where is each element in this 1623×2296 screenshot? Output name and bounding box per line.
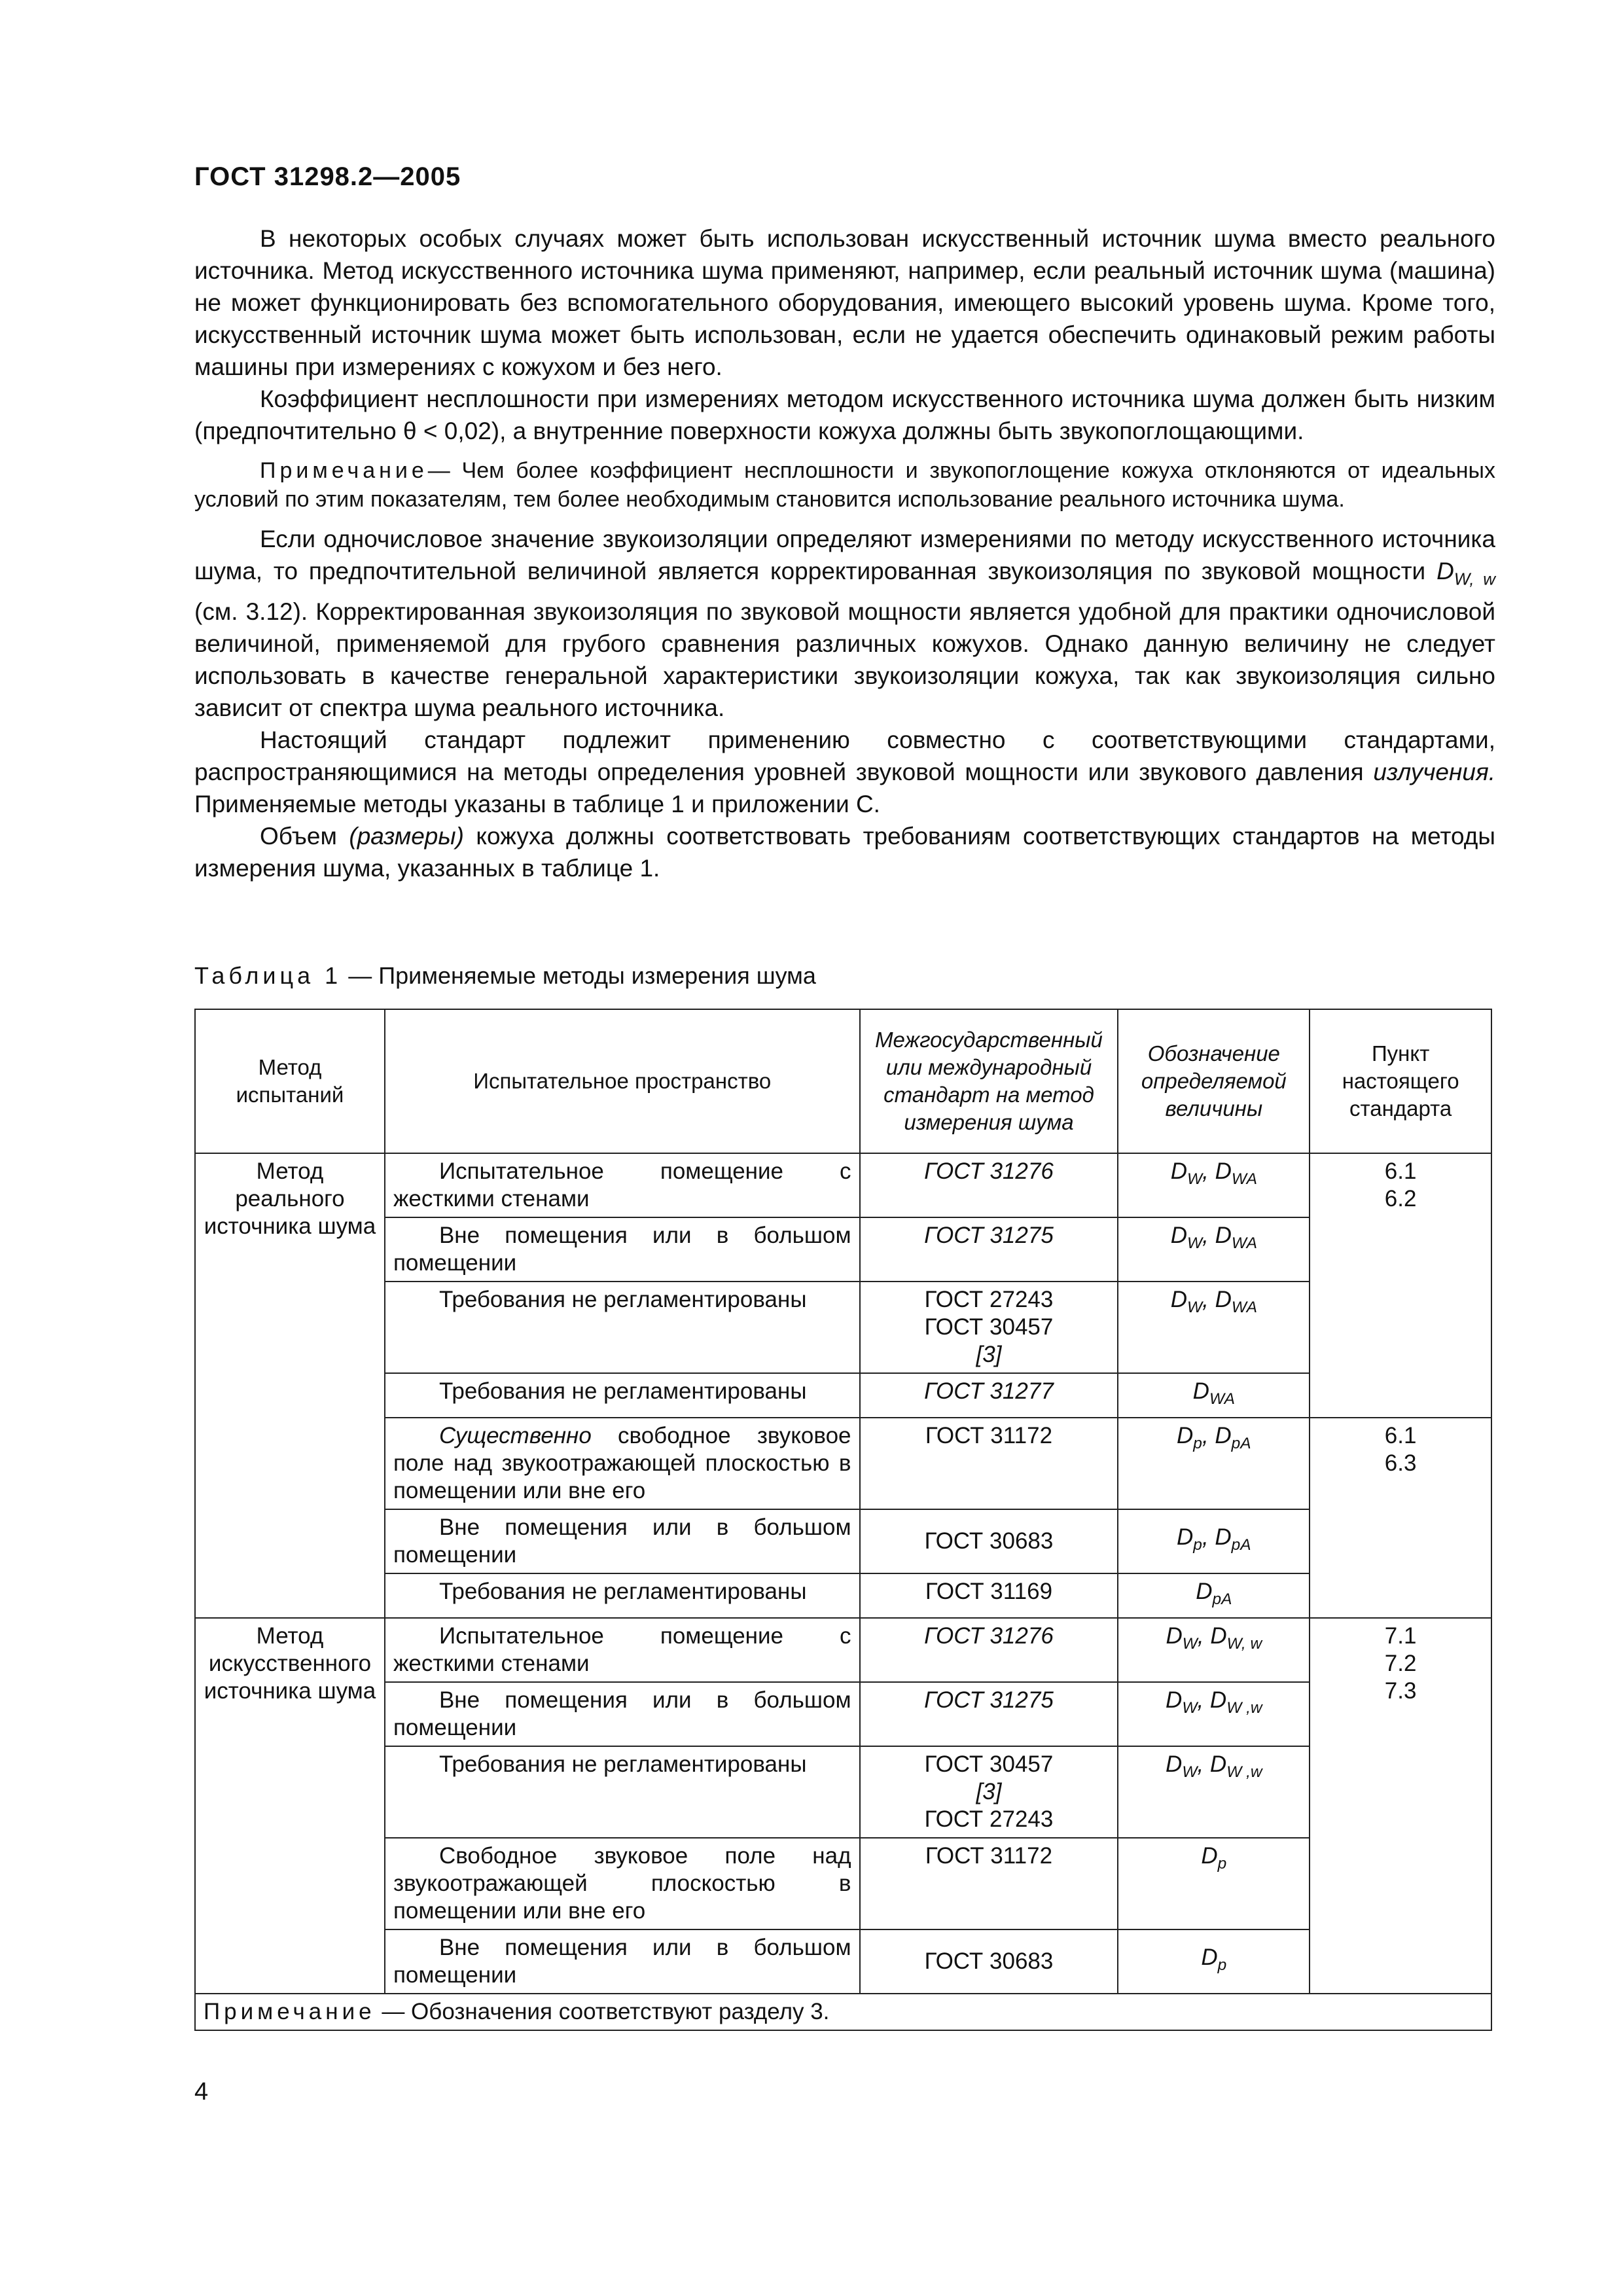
qty-sub: W ,w — [1226, 1763, 1262, 1781]
standard-cell: ГОСТ 30683 — [860, 1929, 1118, 1994]
table-row — [195, 1282, 1491, 1373]
quantity-cell: $D_W$, $D_{W ,w}$ — [1118, 1746, 1310, 1838]
paragraph-volume-italic: (размеры) — [349, 823, 464, 850]
qty-symbol: D — [1192, 1378, 1209, 1404]
clause-item: 6.1 — [1384, 1158, 1417, 1184]
standard-cell: ГОСТ 31172 — [860, 1418, 1118, 1509]
qty-symbol: D — [1215, 1287, 1232, 1312]
standard-cell: ГОСТ 30683 — [860, 1509, 1118, 1573]
quantity-cell: $D_p$, $D_{pA}$ — [1118, 1418, 1310, 1509]
table-row — [195, 1838, 1491, 1929]
space-cell: Вне помещения или в большом помещении — [385, 1509, 860, 1573]
qty-sub: W, w — [1226, 1635, 1262, 1653]
standard-line: [3] — [976, 1342, 1002, 1367]
symbol-subscript: W, w — [1454, 570, 1495, 589]
space-text: свободное звуковое поле над звукоотражающей плоскостью в помещении или вне его — [393, 1423, 851, 1503]
qty-symbol: D — [1215, 1423, 1232, 1448]
space-cell: Свободное звуковое поле над звукоотражающей плоскостью в помещении или вне его — [385, 1838, 860, 1929]
qty-symbol: D — [1215, 1158, 1232, 1184]
clause-item: 7.2 — [1384, 1651, 1417, 1676]
qty-sub: W — [1182, 1635, 1198, 1653]
qty-symbol: D — [1215, 1223, 1232, 1248]
table-note — [195, 1994, 1491, 2030]
quantity-cell: $D_W$, $D_{WA}$ — [1118, 1153, 1310, 1217]
clause-item: 6.1 — [1384, 1423, 1417, 1448]
clause-cell — [1310, 1618, 1491, 1994]
space-cell — [385, 1418, 860, 1509]
standard-cell: ГОСТ 31276 — [860, 1153, 1118, 1217]
note-label: Примечание — [260, 458, 428, 483]
qty-sub: pA — [1231, 1435, 1251, 1452]
clause-item: 6.3 — [1384, 1450, 1417, 1476]
space-cell: Требования не регламентированы — [385, 1282, 860, 1373]
paragraph-standard-b: Применяемые методы указаны в таблице 1 и приложении С. — [194, 791, 880, 818]
qty-symbol: D — [1170, 1223, 1188, 1248]
header-standard: Межгосударственный или международный стандарт на метод измерения шума — [860, 1009, 1118, 1153]
paragraph-volume — [194, 820, 1495, 884]
paragraph-insulation-a: Если одночисловое значение звукоизоляции определяют измерениями по методу искусственного источника шума, то предпочтительной величиной является корректированная звукоизоляция по звуковой мощности — [194, 526, 1495, 584]
qty-symbol: D — [1177, 1524, 1194, 1550]
header-quantity: Обозначение определяемой величины — [1118, 1009, 1310, 1153]
qty-symbol: D — [1201, 1843, 1218, 1869]
qty-symbol: D — [1177, 1423, 1194, 1448]
table-note-text: — Обозначения соответствуют разделу 3. — [375, 1999, 830, 2024]
standard-cell — [860, 1282, 1118, 1373]
space-cell: Требования не регламентированы — [385, 1373, 860, 1418]
table-note-row — [195, 1994, 1491, 2030]
qty-sub: W — [1182, 1699, 1198, 1717]
standard-cell: ГОСТ 31277 — [860, 1373, 1118, 1418]
space-cell: Требования не регламентированы — [385, 1573, 860, 1618]
paragraph-standard-a: Настоящий стандарт подлежит применению совместно с соответствующими стандартами, распространяющимися на методы определения уровней звуковой мощности или звукового давления — [194, 726, 1495, 786]
qty-symbol: D — [1196, 1579, 1213, 1604]
method-cell: Метод искусственного источника шума — [195, 1618, 385, 1994]
methods-table — [194, 1009, 1492, 2031]
quantity-cell: $D_p$, $D_{pA}$ — [1118, 1509, 1310, 1573]
qty-sub: p — [1217, 1855, 1227, 1873]
table-row — [195, 1418, 1491, 1509]
paragraph-insulation-b: (см. 3.12). Корректированная звукоизоляция по звуковой мощности является удобной для практики одночисловой величиной, применяемой для грубого сравнения различных кожухов. Однако данную величину не следует использовать в качестве генеральной характеристики звукоизоляции кожуха, так как звукоизоляция сильно зависит от спектра шума реального источника. — [194, 598, 1495, 722]
clause-item: 7.3 — [1384, 1678, 1417, 1704]
space-cell: Требования не регламентированы — [385, 1746, 860, 1838]
table-row — [195, 1746, 1491, 1838]
qty-sub: W — [1182, 1763, 1198, 1781]
header-space: Испытательное пространство — [385, 1009, 860, 1153]
space-cell: Испытательное помещение с жесткими стенами — [385, 1153, 860, 1217]
qty-symbol: D — [1210, 1623, 1227, 1649]
paragraph-text: В некоторых особых случаях может быть использован искусственный источник шума вместо реального источника. Метод искусственного источника шума применяют, например, если реальный источник шума (машина) не может функционировать без вспомогательного оборудования, имеющего высокий уровень шума. Кроме того, искусственный источник шума может быть использован, если не удается обеспечить одинаковый режим работы машины при измерениях с кожухом и без него. — [194, 225, 1495, 380]
qty-symbol: D — [1209, 1687, 1227, 1713]
standard-line: [3] — [976, 1779, 1002, 1804]
qty-symbol: D — [1201, 1945, 1218, 1970]
qty-sub: WA — [1209, 1390, 1235, 1408]
qty-sub: W — [1187, 1299, 1203, 1316]
qty-sub: WA — [1231, 1170, 1257, 1188]
table-row — [195, 1153, 1491, 1217]
header-method: Метод испытаний — [195, 1009, 385, 1153]
note-text: — Чем более коэффициент несплошности и звукопоглощение кожуха отклоняются от идеальных условий по этим показателям, тем более необходимым становится использование реального источника шума. — [194, 458, 1495, 512]
quantity-cell — [1118, 1929, 1310, 1994]
qty-sub: WA — [1231, 1299, 1257, 1316]
header-clause-text: Пункт настоящего стандарта — [1342, 1041, 1459, 1121]
paragraph-insulation — [194, 523, 1495, 724]
table-caption-label: Таблица 1 — [194, 962, 342, 989]
table-row — [195, 1682, 1491, 1746]
quantity-cell: $D_W$, $D_{W ,w}$ — [1118, 1682, 1310, 1746]
table-row — [195, 1618, 1491, 1682]
quantity-cell: $D_W$, $D_{W, w}$ — [1118, 1618, 1310, 1682]
header-clause — [1310, 1009, 1491, 1153]
qty-sub: W — [1187, 1234, 1203, 1252]
qty-sub: WA — [1231, 1234, 1257, 1252]
standard-line: ГОСТ 27243 — [924, 1806, 1054, 1832]
standard-cell: ГОСТ 31169 — [860, 1573, 1118, 1618]
standard-cell: ГОСТ 31172 — [860, 1838, 1118, 1929]
paragraph-coefficient: Коэффициент несплошности при измерениях методом искусственного источника шума должен быть низким (предпочтительно θ < 0,02), а внутренние поверхности кожуха должны быть звукопоглощающими. — [194, 386, 1495, 444]
paragraph-volume-a: Объем — [260, 823, 349, 850]
table-row — [195, 1373, 1491, 1418]
standard-cell: ГОСТ 31275 — [860, 1217, 1118, 1282]
space-italic: Существенно — [438, 1423, 592, 1448]
qty-symbol: D — [1215, 1524, 1232, 1550]
qty-sub: p — [1217, 1956, 1227, 1974]
qty-symbol: D — [1166, 1623, 1183, 1649]
qty-symbol: D — [1170, 1287, 1188, 1312]
quantity-cell — [1118, 1838, 1310, 1929]
document-header: ГОСТ 31298.2—2005 — [194, 162, 461, 191]
table-row — [195, 1217, 1491, 1282]
quantity-cell: $D_W$, $D_{WA}$ — [1118, 1217, 1310, 1282]
qty-sub: W — [1187, 1170, 1203, 1188]
clause-item: 7.1 — [1384, 1623, 1417, 1649]
standard-cell: ГОСТ 31275 — [860, 1682, 1118, 1746]
qty-symbol: D — [1166, 1751, 1183, 1777]
qty-symbol: D — [1170, 1158, 1188, 1184]
table-caption — [194, 962, 816, 990]
standard-cell: ГОСТ 31276 — [860, 1618, 1118, 1682]
space-cell: Вне помещения или в большом помещении — [385, 1217, 860, 1282]
paragraph-artificial-source — [194, 223, 1495, 884]
paragraph-standard-italic: излучения. — [1373, 759, 1495, 786]
clause-item: 6.2 — [1384, 1186, 1417, 1211]
space-cell: Вне помещения или в большом помещении — [385, 1929, 860, 1994]
table-note-label: Примечание — [204, 1999, 376, 2024]
table-header-row — [195, 1009, 1491, 1153]
table-row — [195, 1573, 1491, 1618]
standard-line: ГОСТ 30457 — [924, 1751, 1054, 1777]
space-cell: Испытательное помещение с жесткими стенами — [385, 1618, 860, 1682]
qty-sub: p — [1193, 1536, 1202, 1554]
table-row — [195, 1509, 1491, 1573]
qty-symbol: D — [1166, 1687, 1183, 1713]
paragraph-volume-b: кожуха должны соответствовать требованиям соответствующих стандартов на методы измерения шума, указанных в таблице 1. — [194, 823, 1495, 882]
qty-sub: W ,w — [1226, 1699, 1262, 1717]
method-cell: Метод реального источника шума — [195, 1153, 385, 1618]
qty-symbol: D — [1209, 1751, 1227, 1777]
symbol-d: D — [1436, 558, 1454, 584]
page-number: 4 — [194, 2078, 209, 2106]
note-paragraph — [194, 456, 1495, 514]
qty-sub: pA — [1212, 1590, 1232, 1608]
standard-line: ГОСТ 30457 — [924, 1314, 1054, 1340]
clause-cell — [1310, 1153, 1491, 1418]
table-caption-text: — Применяемые методы измерения шума — [342, 962, 816, 989]
quantity-cell: $D_W$, $D_{WA}$ — [1118, 1282, 1310, 1373]
space-cell: Вне помещения или в большом помещении — [385, 1682, 860, 1746]
quantity-cell — [1118, 1573, 1310, 1618]
paragraph-standard-use — [194, 724, 1495, 820]
clause-cell — [1310, 1418, 1491, 1618]
standard-line: ГОСТ 27243 — [924, 1287, 1054, 1312]
quantity-cell — [1118, 1373, 1310, 1418]
qty-sub: pA — [1231, 1536, 1251, 1554]
standard-cell — [860, 1746, 1118, 1838]
qty-sub: p — [1193, 1435, 1202, 1452]
table-row — [195, 1929, 1491, 1994]
